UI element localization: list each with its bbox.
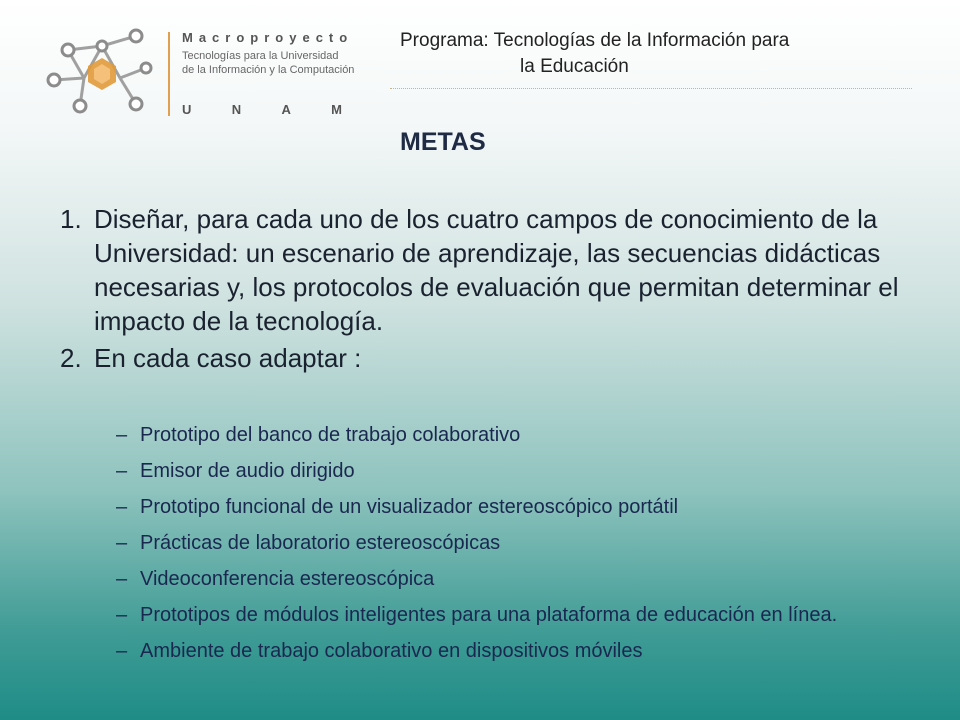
program-title-line-2: la Educación <box>520 56 629 77</box>
adaptation-text: Emisor de audio dirigido <box>140 460 355 482</box>
program-title-line-1: Programa: Tecnologías de la Información para <box>400 30 790 51</box>
goal-number: 1. <box>60 204 82 234</box>
logo-unam-letter: N <box>231 102 242 117</box>
logo-divider <box>168 32 170 116</box>
logo-unam-letter: M <box>331 102 342 117</box>
adaptation-item <box>116 567 916 591</box>
goal-text: Diseñar, para cada uno de los cuatro campos de conocimiento de la Universidad: un escenario de aprendizaje, las secuencias didácticas necesarias y, los protocolos de evaluación que permitan determinar el impacto de la tecnología. <box>94 204 899 336</box>
goal-item <box>60 202 920 338</box>
dash-bullet: – <box>116 496 128 518</box>
logo-subtitle-line-2: de la Información y la Computación <box>182 64 355 76</box>
dash-bullet: – <box>116 424 128 446</box>
goal-number: 2. <box>60 343 82 373</box>
adaptation-item <box>116 423 916 447</box>
adaptation-text: Prototipo funcional de un visualizador estereoscópico portátil <box>140 496 679 518</box>
dash-bullet: – <box>116 460 128 482</box>
adaptation-list <box>116 423 916 675</box>
adaptation-text: Prototipo del banco de trabajo colaborativo <box>140 424 521 446</box>
adaptation-text: Prototipos de módulos inteligentes para una plataforma de educación en línea. <box>140 604 838 626</box>
dash-bullet: – <box>116 640 128 662</box>
adaptation-item <box>116 495 916 519</box>
adaptation-item <box>116 459 916 483</box>
goal-text: En cada caso adaptar : <box>94 343 362 373</box>
goals-list <box>60 202 920 375</box>
adaptation-text: Videoconferencia estereoscópica <box>140 568 435 590</box>
adaptation-item <box>116 531 916 555</box>
molecule-logo-icon <box>40 22 170 122</box>
adaptation-item <box>116 639 916 663</box>
logo-unam <box>182 102 342 117</box>
goal-item <box>60 341 920 375</box>
header-divider <box>390 88 912 89</box>
logo-unam-letter: A <box>281 102 291 117</box>
dash-bullet: – <box>116 604 128 626</box>
program-header <box>392 28 912 80</box>
dash-bullet: – <box>116 532 128 554</box>
logo-title: Macroproyecto <box>182 30 354 45</box>
slide-heading: METAS <box>400 128 486 156</box>
macroproyecto-logo <box>40 22 355 122</box>
logo-subtitle-line-1: Tecnologías para la Universidad <box>182 50 339 62</box>
logo-unam-letter: U <box>182 102 192 117</box>
adaptation-item <box>116 603 916 627</box>
adaptation-text: Prácticas de laboratorio estereoscópicas <box>140 532 501 554</box>
adaptation-text: Ambiente de trabajo colaborativo en dispositivos móviles <box>140 640 643 662</box>
dash-bullet: – <box>116 568 128 590</box>
